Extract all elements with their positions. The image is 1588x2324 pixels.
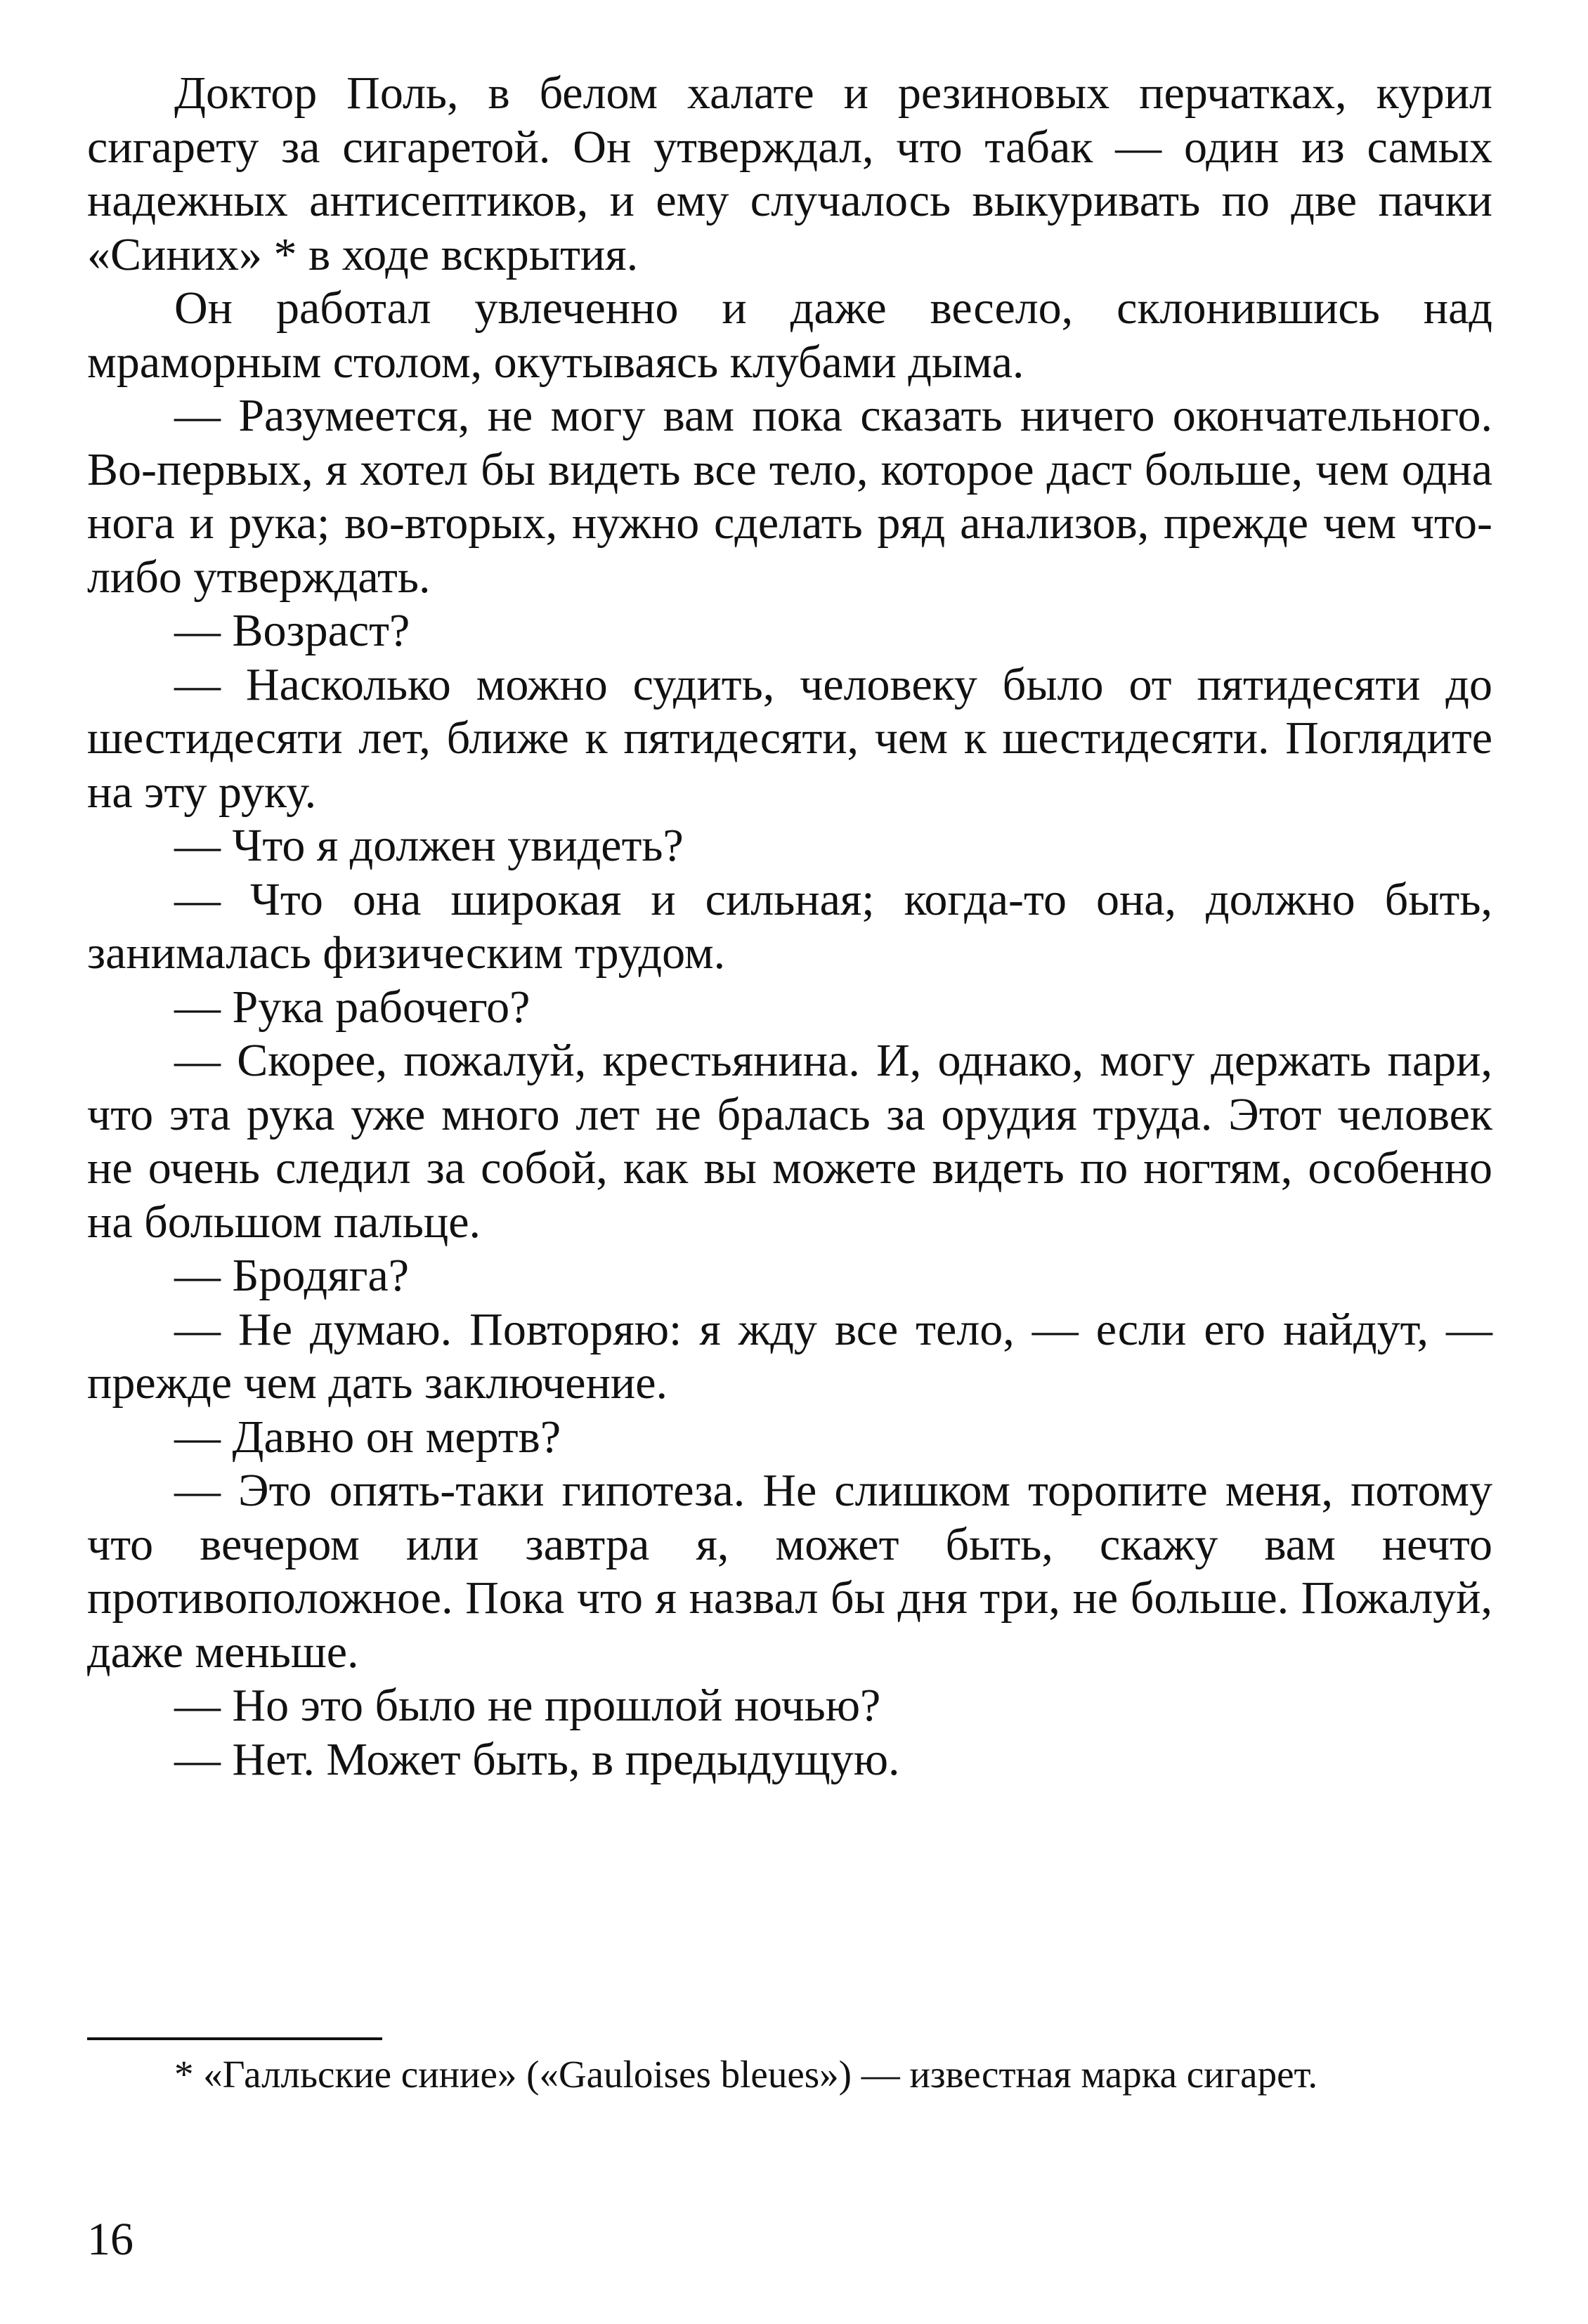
paragraph: — Нет. Может быть, в предыдущую. xyxy=(174,1733,900,1785)
paragraph: — Что она широкая и сильная; когда-то она, должно быть, занималась физическим трудом. xyxy=(87,873,1492,979)
body-text xyxy=(87,67,1492,1787)
paragraph: — Скорее, пожалуй, крестьянина. И, однако, могу держать пари, что эта рука уже много лет не бралась за орудия труда. Этот человек не очень следил за собой, как вы можете видеть по ногтям, особенно на большом пальце. xyxy=(87,1035,1492,1248)
footnote: * «Галльские синие» («Gauloises bleues») — известная марка сигарет. xyxy=(174,2053,1318,2096)
paragraph: — Насколько можно судить, человеку было от пятидесяти до шестидесяти лет, ближе к пятидесяти, чем к шестидесяти. Поглядите на эту руку. xyxy=(87,658,1492,818)
page-number: 16 xyxy=(87,2214,134,2265)
paragraph: — Не думаю. Повторяю: я жду все тело, — если его найдут, — прежде чем дать заключение. xyxy=(87,1303,1492,1409)
paragraph: Он работал увлеченно и даже весело, склонившись над мраморным столом, окутываясь клубами дыма. xyxy=(87,282,1492,388)
paragraph: Доктор Поль, в белом халате и резиновых перчатках, курил сигарету за сигаретой. Он утверждал, что табак — один из самых надежных антисептиков, и ему случалось выкуривать по две пачки «Синих» * в ходе вскрытия. xyxy=(87,67,1492,280)
paragraph: — Рука рабочего? xyxy=(174,981,531,1033)
paragraph: — Давно он мертв? xyxy=(174,1411,561,1463)
paragraph: — Что я должен увидеть? xyxy=(174,820,684,871)
paragraph: — Но это было не прошлой ночью? xyxy=(174,1680,881,1731)
paragraph: — Возраст? xyxy=(174,605,410,656)
paragraph: — Это опять-таки гипотеза. Не слишком торопите меня, потому что вечером или завтра я, может быть, скажу вам нечто противоположное. Пока что я назвал бы дня три, не больше. Пожалуй, даже меньше. xyxy=(87,1465,1492,1678)
footnote-divider xyxy=(87,2037,382,2040)
paragraph: — Бродяга? xyxy=(174,1250,410,1301)
paragraph: — Разумеется, не могу вам пока сказать ничего окончательного. Во-первых, я хотел бы видеть все тело, которое даст больше, чем одна нога и рука; во-вторых, нужно сделать ряд анализов, прежде чем что-либо утверждать. xyxy=(87,390,1492,603)
